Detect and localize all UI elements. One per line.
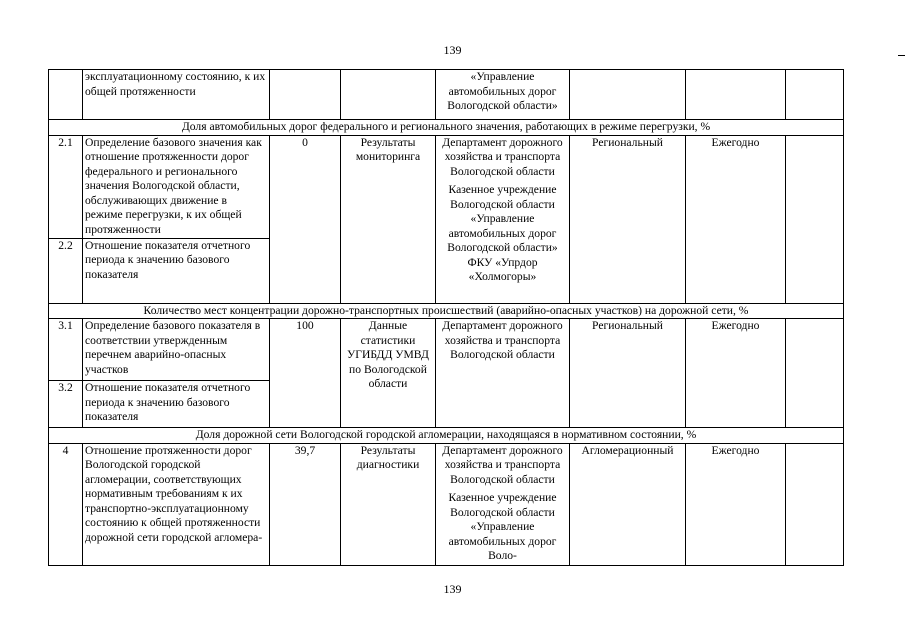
indicator-name-cell: эксплуатационному состоянию, к их общей протяженности [83,70,270,120]
org-cell [436,443,570,565]
indicator-name-cell: Отношение показателя отчетного периода к значению базового показателя [83,238,270,303]
row-number: 2.1 [49,135,83,238]
level-cell: Агломерационный [570,443,686,565]
indicator-name-cell: Отношение показателя отчетного периода к значению базового показателя [83,381,270,428]
level-cell: Региональный [570,135,686,303]
page-number-top: 139 [443,43,462,57]
section-header [49,303,844,319]
org-cell: «Управление автомобильных дорог Вологодской области» [436,70,570,120]
row-number: 3.1 [49,319,83,381]
indicator-name-cell: Отношение протяженности дорог Вологодской городской агломерации, соответствующих нормативным требованиям к их транспортно-эксплуатационному состоянию к общей протяженности дорожной сети городской агломера- [83,443,270,565]
org-text: Департамент дорожного хозяйства и транспорта Вологодской области [442,135,563,178]
margin-mark [898,55,905,56]
org-text: Департамент дорожного хозяйства и транспорта Вологодской области [442,443,563,486]
table-row [49,443,844,565]
table-row [49,70,844,120]
row-number: 2.2 [49,238,83,303]
value-cell: 0 [270,135,341,303]
table-row [49,135,844,238]
row-number: 4 [49,443,83,565]
section-title: Количество мест концентрации дорожно-транспортных происшествий (аварийно-опасных участков) на дорожной сети, % [49,303,844,319]
row-number: 3.2 [49,381,83,428]
section-title: Доля автомобильных дорог федерального и регионального значения, работающих в режиме перегрузки, % [49,120,844,136]
org-cell: Департамент дорожного хозяйства и транспорта Вологодской области [436,319,570,428]
level-cell: Региональный [570,319,686,428]
table-row [49,319,844,381]
value-cell: 100 [270,319,341,428]
source-cell: Результаты мониторинга [341,135,436,303]
section-header [49,428,844,444]
page-number-bottom: 139 [443,582,462,596]
period-cell: Ежегодно [686,319,786,428]
indicators-table [48,69,844,566]
value-cell: 39,7 [270,443,341,565]
org-cell [436,135,570,303]
indicator-name-cell: Определение базового значения как отношение протяженности дорог федерального и регионального значения Вологодской области, обслуживающих движение в режиме перегрузки, к их общей протяженности [83,135,270,238]
section-header [49,120,844,136]
org-text: Казенное учреждение Вологодской области «Управление автомобильных дорог Вологодской области» ФКУ «Упрдор «Холмогоры» [447,183,558,283]
indicator-name-cell: Определение базового показателя в соответствии утвержденным перечнем аварийно-опасных участков [83,319,270,381]
source-cell: Данные статистики УГИБДД УМВД по Вологодской области [341,319,436,428]
org-text: Казенное учреждение Вологодской области «Управление автомобильных дорог Воло- [448,491,557,562]
section-title: Доля дорожной сети Вологодской городской агломерации, находящаяся в нормативном состоянии, % [49,428,844,444]
source-cell: Результаты диагностики [341,443,436,565]
period-cell: Ежегодно [686,135,786,303]
period-cell: Ежегодно [686,443,786,565]
